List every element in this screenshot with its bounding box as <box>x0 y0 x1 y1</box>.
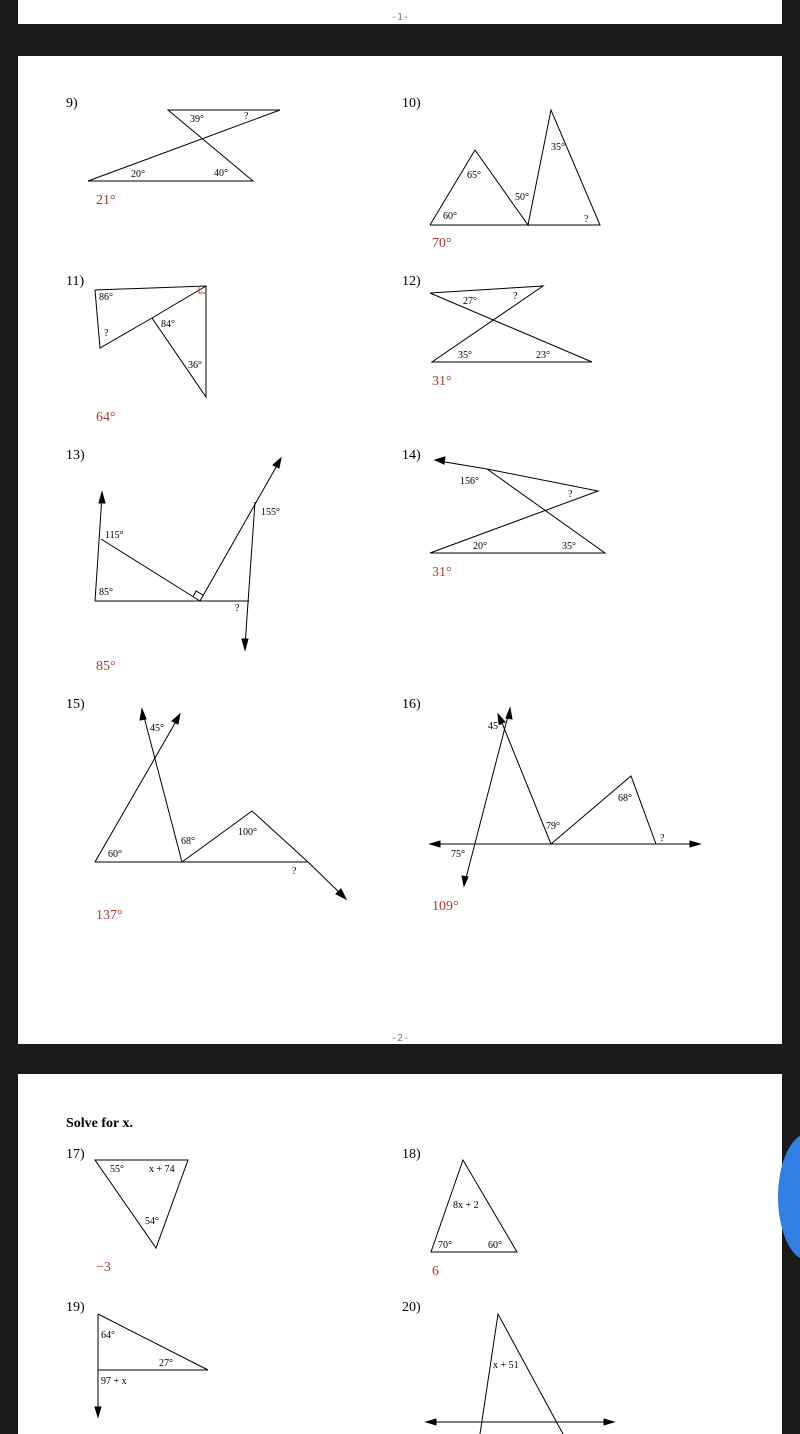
angle-label: 68° <box>181 836 195 847</box>
angle-label: 86° <box>99 292 113 303</box>
page-number-1: -1- <box>390 12 410 23</box>
problem-18-number: 18) <box>402 1147 421 1162</box>
angle-label: 27° <box>159 1358 173 1369</box>
angle-label: 40° <box>214 168 228 179</box>
angle-label: 84° <box>161 319 175 330</box>
page-2 <box>18 56 782 1044</box>
angle-label: 23° <box>536 350 550 361</box>
angle-label: 39° <box>190 114 204 125</box>
angle-label: ? <box>104 328 109 339</box>
angle-label: 70° <box>438 1240 452 1251</box>
problem-12-answer: 31° <box>432 374 452 389</box>
angle-label: x + 74 <box>149 1164 175 1175</box>
problem-14-answer: 31° <box>432 565 452 580</box>
problem-13-number: 13) <box>66 448 85 463</box>
problem-9-answer: 21° <box>96 193 116 208</box>
problem-16-figure <box>18 56 782 1044</box>
angle-label: 75° <box>451 849 465 860</box>
angle-label: 60° <box>488 1240 502 1251</box>
angle-label: 54° <box>145 1216 159 1227</box>
angle-label: 64° <box>101 1330 115 1341</box>
angle-label: 85° <box>99 587 113 598</box>
angle-label: 155° <box>261 507 280 518</box>
problem-10-answer: 70° <box>432 236 452 251</box>
problem-16-number: 16) <box>402 697 421 712</box>
problem-19-number: 19) <box>66 1300 85 1315</box>
problem-15-answer: 137° <box>96 908 123 923</box>
problem-10-number: 10) <box>402 96 421 111</box>
angle-label: ? <box>584 214 589 225</box>
problem-9-number: 9) <box>66 96 78 111</box>
problem-18-answer: 6 <box>432 1264 439 1279</box>
angle-label: 45° <box>150 723 164 734</box>
problem-11-number: 11) <box>66 274 85 289</box>
angle-label: 45° <box>488 721 502 732</box>
page-1-sliver <box>18 0 782 24</box>
problem-15-number: 15) <box>66 697 85 712</box>
angle-label: 60° <box>108 849 122 860</box>
section-instruction: Solve for x. <box>66 1116 134 1131</box>
angle-label: 115° <box>105 530 124 541</box>
angle-label: ? <box>235 603 240 614</box>
angle-label: 35° <box>562 541 576 552</box>
angle-label: 8x + 2 <box>453 1200 479 1211</box>
angle-label: 20° <box>131 169 145 180</box>
problem-17-number: 17) <box>66 1147 85 1162</box>
angle-label: 60° <box>443 211 457 222</box>
angle-label: ? <box>244 111 249 122</box>
angle-label: 27° <box>463 296 477 307</box>
problem-20-number: 20) <box>402 1300 421 1315</box>
page-3 <box>18 1074 782 1434</box>
angle-label: ? <box>513 291 518 302</box>
page-number-2: -2- <box>390 1033 410 1044</box>
angle-label: ? <box>660 833 665 844</box>
angle-label: 50° <box>515 192 529 203</box>
angle-label: 156° <box>460 476 479 487</box>
problem-16-answer: 109° <box>432 899 459 914</box>
angle-label: ? <box>292 866 297 877</box>
problem-12-number: 12) <box>402 274 421 289</box>
problem-17-answer: −3 <box>96 1260 111 1275</box>
angle-label: 36° <box>188 360 202 371</box>
angle-label: x + 51 <box>493 1360 519 1371</box>
angle-label: 35° <box>551 142 565 153</box>
angle-label: 97 + x <box>101 1376 127 1387</box>
angle-label: 20° <box>473 541 487 552</box>
angle-label: 35° <box>458 350 472 361</box>
problem-11-answer: 64° <box>96 410 116 425</box>
angle-label: 100° <box>238 827 257 838</box>
problem-14-number: 14) <box>402 448 421 463</box>
problem-13-answer: 85° <box>96 659 116 674</box>
angle-label: ? <box>568 489 573 500</box>
angle-label: 79° <box>546 821 560 832</box>
angle-label: 65° <box>467 170 481 181</box>
problem-20-figure <box>18 1074 782 1434</box>
angle-label: 55° <box>110 1164 124 1175</box>
angle-label: 68° <box>618 793 632 804</box>
